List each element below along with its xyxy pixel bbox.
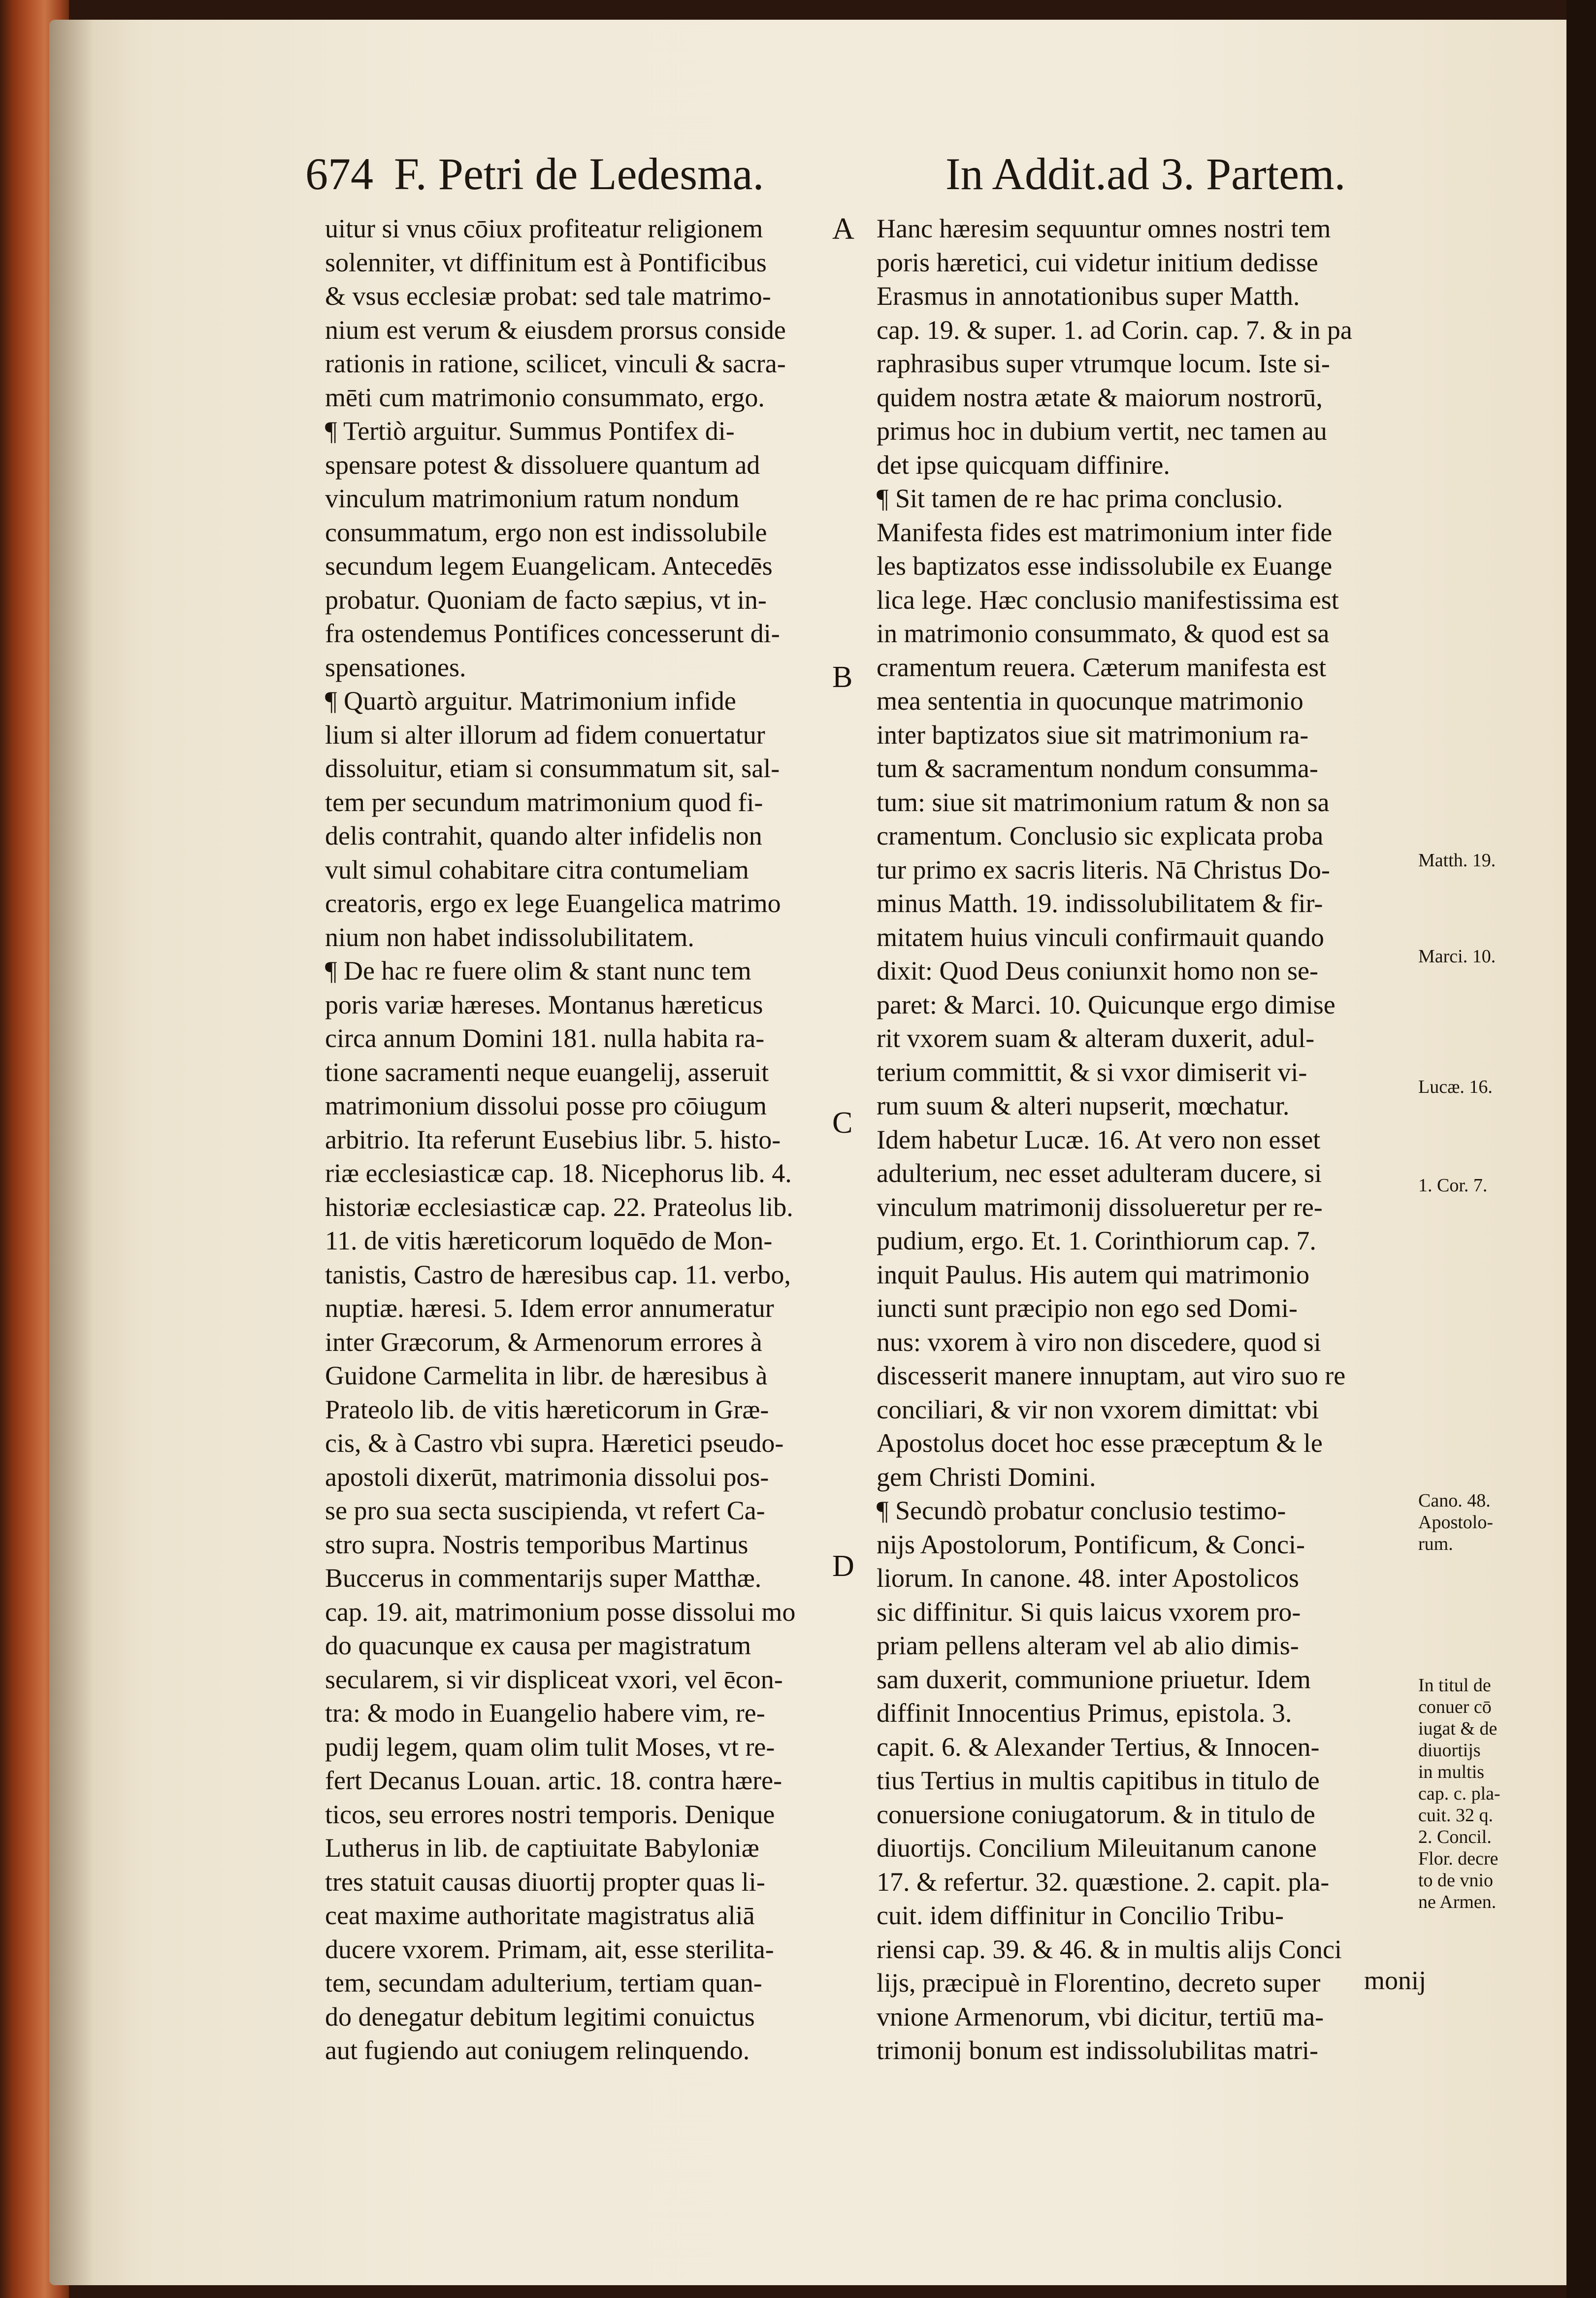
text-line: tum: siue sit matrimonium ratum & non sa [877, 787, 1330, 817]
left-column [325, 212, 857, 2068]
text-line: tem, secundam adulterium, tertiam quan- [325, 1968, 762, 1998]
text-line: nium est verum & eiusdem prorsus conside [325, 315, 786, 345]
text-line: spensationes. [325, 652, 466, 682]
text-line: Erasmus in annotationibus super Matth. [877, 281, 1300, 311]
text-line: tius Tertius in multis capitibus in titulo de [877, 1766, 1320, 1795]
margin-note-line: rum. [1418, 1534, 1453, 1554]
text-line: Idem habetur Lucæ. 16. At vero non esset [877, 1124, 1321, 1154]
margin-note-line: cap. c. pla- [1418, 1783, 1500, 1804]
margin-note-line: In titul de [1418, 1675, 1491, 1696]
text-line: cap. 19. ait, matrimonium posse dissolui mo [325, 1597, 796, 1627]
text-line: trimonij bonum est indissolubilitas matri- [877, 2035, 1318, 2065]
text-line: cap. 19. & super. 1. ad Corin. cap. 7. & in pa [877, 315, 1352, 345]
text-line: ¶ Secundò probatur conclusio testimo- [877, 1496, 1286, 1525]
text-line: Buccerus in commentarijs super Matthæ. [325, 1563, 762, 1593]
text-line: paret: & Marci. 10. Quicunque ergo dimise [877, 989, 1335, 1019]
text-line: se pro sua secta suscipienda, vt refert Ca- [325, 1496, 765, 1525]
text-line: delis contrahit, quando alter infidelis non [325, 821, 762, 851]
text-line: tem per secundum matrimonium quod fi- [325, 787, 763, 817]
text-line: tra: & modo in Euangelio habere vim, re- [325, 1698, 765, 1728]
text-line: 11. de vitis hæreticorum loquēdo de Mon- [325, 1226, 773, 1255]
text-line: ¶ Tertiò arguitur. Summus Pontifex di- [325, 416, 735, 446]
margin-note-line: iugat & de [1418, 1718, 1498, 1739]
text-line: creatoris, ergo ex lege Euangelica matrimo [325, 888, 781, 918]
text-line: minus Matth. 19. indissolubilitatem & fir- [877, 888, 1323, 918]
text-line: cramentum. Conclusio sic explicata proba [877, 821, 1324, 851]
section-letter-c: C [832, 1106, 853, 1140]
text-line: Guidone Carmelita in libr. de hæresibus à [325, 1361, 768, 1390]
text-line: inquit Paulus. His autem qui matrimonio [877, 1259, 1309, 1289]
text-line: fert Decanus Louan. artic. 18. contra hære- [325, 1766, 782, 1795]
text-line: apostoli dixerūt, matrimonia dissolui pos- [325, 1462, 769, 1492]
text-line: rit vxorem suam & alteram duxerit, adul- [877, 1023, 1315, 1053]
text-line: secundum legem Euangelicam. Antecedēs [325, 551, 773, 581]
page-number: 674 [305, 149, 373, 199]
text-line: adulterium, nec esset adulteram ducere, si [877, 1158, 1322, 1188]
text-line: probatur. Quoniam de facto sæpius, vt in- [325, 585, 767, 615]
text-line: solenniter, vt diffinitum est à Pontificibus [325, 247, 767, 277]
margin-note-line: diuortijs [1418, 1740, 1481, 1761]
text-line: mea sententia in quocunque matrimonio [877, 686, 1303, 716]
text-line: historiæ ecclesiasticæ cap. 22. Prateolus lib. [325, 1192, 793, 1222]
text-line: tanistis, Castro de hæresibus cap. 11. verbo, [325, 1259, 791, 1289]
text-line: arbitrio. Ita referunt Eusebius libr. 5. histo- [325, 1124, 781, 1154]
text-line: pudium, ergo. Et. 1. Corinthiorum cap. 7. [877, 1226, 1316, 1255]
text-line: quidem nostra ætate & maiorum nostrorū, [877, 382, 1323, 412]
running-title-right: In Addit.ad 3. Partem. [945, 149, 1346, 199]
text-line: nium non habet indissolubilitatem. [325, 922, 694, 952]
margin-note [1418, 1175, 1556, 1196]
text-line: sam duxerit, communione priuetur. Idem [877, 1664, 1311, 1694]
text-line: tres statuit causas diuortij propter quas li- [325, 1867, 765, 1897]
text-line: Lutherus in lib. de captiuitate Babyloniæ [325, 1833, 759, 1863]
text-line: tur primo ex sacris literis. Nā Christus Do- [877, 854, 1330, 885]
text-line: lica lege. Hæc conclusio manifestissima est [877, 585, 1339, 615]
text-line: ¶ Sit tamen de re hac prima conclusio. [877, 484, 1283, 513]
text-line: diuortijs. Concilium Mileuitanum canone [877, 1833, 1317, 1863]
text-line: circa annum Domini 181. nulla habita ra- [325, 1023, 765, 1053]
text-line: det ipse quicquam diffinire. [877, 450, 1170, 480]
text-line: lijs, præcipuè in Florentino, decreto super [877, 1968, 1321, 1998]
text-line: matrimonium dissolui posse pro cōiugum [325, 1091, 767, 1120]
text-line: Apostolus docet hoc esse præceptum & le [877, 1428, 1323, 1458]
catchword: monij [1364, 1966, 1427, 1995]
text-line: iuncti sunt præcipio non ego sed Domi- [877, 1293, 1298, 1323]
text-line: conuersione coniugatorum. & in titulo de [877, 1799, 1315, 1829]
text-line: rum suum & alteri nupserit, mœchatur. [877, 1091, 1290, 1120]
text-line: nus: vxorem à viro non discedere, quod si [877, 1327, 1321, 1357]
text-line: stro supra. Nostris temporibus Martinus [325, 1529, 749, 1559]
text-line: ticos, seu errores nostri temporis. Denique [325, 1799, 775, 1829]
text-line: riensi cap. 39. & 46. & in multis alijs Conci [877, 1934, 1342, 1964]
text-line: secularem, si vir displiceat vxori, vel ēcon- [325, 1664, 783, 1694]
text-line: raphrasibus super vtrumque locum. Iste si- [877, 349, 1330, 378]
text-line: & vsus ecclesiæ probat: sed tale matrimo- [325, 281, 771, 311]
margin-note-line: Matth. 19. [1418, 850, 1496, 871]
margin-note-line: Lucæ. 16. [1418, 1077, 1493, 1097]
text-line: vinculum matrimonium ratum nondum [325, 484, 740, 513]
text-line: Manifesta fides est matrimonium inter fide [877, 517, 1333, 547]
text-line: mitatem huius vinculi confirmauit quando [877, 922, 1324, 952]
text-line: liorum. In canone. 48. inter Apostolicos [877, 1563, 1299, 1593]
text-line: mēti cum matrimonio consummato, ergo. [325, 382, 765, 412]
text-line: inter Græcorum, & Armenorum errores à [325, 1327, 762, 1357]
section-letter-a: A [832, 212, 854, 246]
right-column [877, 212, 1418, 2068]
text-line: ducere vxorem. Primam, ait, esse sterilita- [325, 1934, 774, 1964]
text-line: riæ ecclesiasticæ cap. 18. Nicephorus lib. 4. [325, 1158, 792, 1188]
margin-note [1418, 1674, 1556, 1913]
text-line: primus hoc in dubium vertit, nec tamen au [877, 416, 1327, 446]
text-line: sic diffinitur. Si quis laicus vxorem pro- [877, 1597, 1301, 1627]
margin-note-line: Apostolo- [1418, 1512, 1493, 1533]
text-line: poris hæretici, cui videtur initium dedisse [877, 247, 1318, 277]
text-line: cramentum reuera. Cæterum manifesta est [877, 652, 1327, 682]
text-line: cuit. idem diffinitur in Concilio Tribu- [877, 1901, 1284, 1930]
text-line: do quacunque ex causa per magistratum [325, 1631, 751, 1660]
margin-note-line: 2. Concil. [1418, 1827, 1492, 1847]
text-line: nijs Apostolorum, Pontificum, & Conci- [877, 1529, 1305, 1559]
text-line: spensare potest & dissoluere quantum ad [325, 450, 760, 480]
text-line: dixit: Quod Deus coniunxit homo non se- [877, 956, 1318, 985]
margin-note-line: conuer cō [1418, 1697, 1492, 1717]
next-page-edge [1566, 0, 1596, 2298]
text-line: ¶ Quartò arguitur. Matrimonium infide [325, 686, 736, 716]
text-line: conciliari, & vir non vxorem dimittat: vbi [877, 1394, 1319, 1424]
section-letter-b: B [832, 660, 853, 694]
margin-note-line: to de vnio [1418, 1870, 1493, 1891]
text-line: rationis in ratione, scilicet, vinculi & sacra- [325, 349, 786, 378]
text-line: do denegatur debitum legitimi conuictus [325, 2002, 755, 2032]
text-line: tione sacramenti neque euangelij, asseruit [325, 1057, 769, 1087]
text-line: nuptiæ. hæresi. 5. Idem error annumeratur [325, 1293, 774, 1323]
margin-note-line: ne Armen. [1418, 1892, 1497, 1912]
running-header [305, 148, 1487, 217]
text-line: capit. 6. & Alexander Tertius, & Innocen- [877, 1732, 1320, 1762]
text-line: diffinit Innocentius Primus, epistola. 3. [877, 1698, 1292, 1728]
text-line: cis, & à Castro vbi supra. Hæretici pseudo- [325, 1428, 784, 1458]
text-line: poris variæ hæreses. Montanus hæreticus [325, 989, 763, 1019]
text-line: dissoluitur, etiam si consummatum sit, sal- [325, 754, 780, 783]
margin-note-line: cuit. 32 q. [1418, 1805, 1493, 1826]
margin-note-line: in multis [1418, 1762, 1485, 1782]
text-line: ¶ De hac re fuere olim & stant nunc tem [325, 956, 751, 985]
text-line: discesserit manere innuptam, aut viro suo re [877, 1361, 1346, 1390]
text-line: priam pellens alteram vel ab alio dimis- [877, 1631, 1299, 1660]
text-line: consummatum, ergo non est indissolubile [325, 517, 767, 547]
text-line: in matrimonio consummato, & quod est sa [877, 619, 1330, 648]
margin-note [1418, 946, 1556, 967]
text-line: lium si alter illorum ad fidem conuertatur [325, 720, 765, 750]
margin-note [1418, 850, 1556, 871]
margin-note-line: Marci. 10. [1418, 946, 1496, 967]
margin-note [1418, 1490, 1556, 1555]
text-line: tum & sacramentum nondum consumma- [877, 754, 1318, 783]
text-line: uitur si vnus cōiux profiteatur religionem [325, 214, 763, 243]
text-line: Hanc hæresim sequuntur omnes nostri tem [877, 214, 1331, 243]
running-title-left: F. Petri de Ledesma. [394, 149, 764, 199]
text-line: Prateolo lib. de vitis hæreticorum in Græ- [325, 1394, 769, 1424]
text-line: fra ostendemus Pontifices concesserunt di- [325, 619, 780, 648]
text-line: ceat maxime authoritate magistratus aliā [325, 1901, 755, 1930]
margin-note-line: Flor. decre [1418, 1848, 1498, 1869]
text-line: vnione Armenorum, vbi dicitur, tertiū ma- [877, 2002, 1324, 2032]
margin-note [1418, 1076, 1556, 1098]
text-line: les baptizatos esse indissolubile ex Euange [877, 551, 1333, 581]
text-line: aut fugiendo aut coniugem relinquendo. [325, 2035, 750, 2065]
text-line: gem Christi Domini. [877, 1462, 1096, 1492]
text-line: 17. & refertur. 32. quæstione. 2. capit. pla- [877, 1867, 1330, 1897]
margin-note-line: Cano. 48. [1418, 1490, 1491, 1511]
gutter-shadow [49, 20, 94, 2285]
text-line: inter baptizatos siue sit matrimonium ra- [877, 720, 1309, 750]
section-letter-d: D [832, 1549, 854, 1583]
text-line: terium committit, & si vxor dimiserit vi- [877, 1057, 1307, 1087]
text-line: pudij legem, quam olim tulit Moses, vt re- [325, 1732, 775, 1762]
text-line: vult simul cohabitare citra contumeliam [325, 854, 749, 885]
text-line: vinculum matrimonij dissolueretur per re- [877, 1192, 1323, 1222]
margin-note-line: 1. Cor. 7. [1418, 1175, 1488, 1196]
